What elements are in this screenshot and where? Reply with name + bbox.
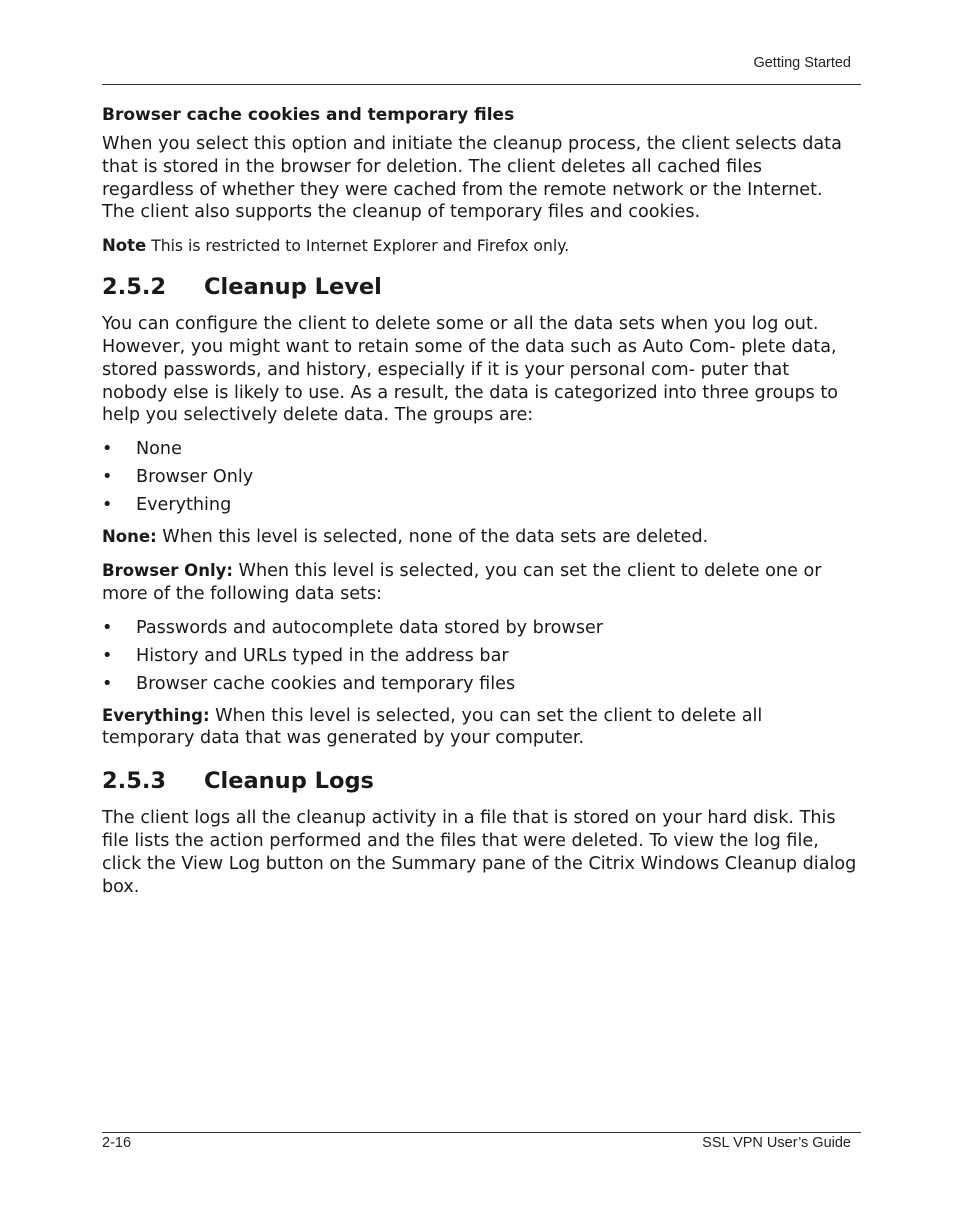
list-item [102, 466, 857, 489]
list-item-text: None [136, 439, 182, 460]
book-title: SSL VPN User’s Guide [702, 1135, 851, 1151]
browser-only-text: When this level is selected, you can set the client to delete one or more of the following data sets: [102, 560, 822, 604]
browser-only-label: Browser Only: [102, 560, 233, 580]
subheading: Browser cache cookies and temporary files [102, 105, 515, 125]
everything-definition [102, 705, 857, 751]
none-text: When this level is selected, none of the data sets are deleted. [156, 527, 709, 548]
note [102, 235, 857, 257]
list-item-text: Everything [136, 495, 232, 516]
note-text: This is restricted to Internet Explorer and Firefox only. [146, 237, 570, 256]
list-item [102, 494, 857, 517]
list-item [102, 438, 857, 461]
section-title: Cleanup Logs [204, 768, 374, 795]
everything-text: When this level is selected, you can set the client to delete all temporary data that was generated by your computer. [102, 705, 763, 749]
footer-rule [102, 1132, 861, 1133]
none-definition [102, 526, 857, 549]
section-heading-cleanup-logs [102, 767, 857, 795]
section-heading-cleanup-level [102, 273, 857, 301]
bullet: • [102, 645, 113, 666]
bullet: • [102, 673, 113, 694]
bullet: • [102, 467, 113, 488]
everything-label: Everything: [102, 705, 210, 725]
bullet: • [102, 439, 113, 460]
list-item-text: History and URLs typed in the address bar [136, 645, 509, 666]
running-header: Getting Started [753, 55, 851, 71]
list-item [102, 617, 857, 640]
list-item [102, 645, 857, 668]
page-number: 2-16 [102, 1135, 132, 1151]
body-text [102, 104, 857, 909]
bullet: • [102, 617, 113, 638]
document-page [102, 0, 861, 1227]
browser-only-definition [102, 560, 857, 606]
list-item-text: Passwords and autocomplete data stored by browser [136, 617, 604, 638]
note-label: Note [102, 236, 147, 256]
bullet: • [102, 495, 113, 516]
list-item [102, 673, 857, 696]
groups-list [102, 438, 857, 517]
data-sets-list [102, 617, 857, 696]
none-label: None: [102, 527, 157, 547]
list-item-text: Browser cache cookies and temporary files [136, 673, 516, 694]
cleanup-logs-paragraph: The client logs all the cleanup activity in a file that is stored on your hard disk. This file lists the action performed and the files that were deleted. To view the log file, click the View Log button on the Summary pane of the Citrix Windows Cleanup dialog box. [102, 808, 857, 897]
section-title: Cleanup Level [204, 274, 382, 301]
section-number: 2.5.3 [102, 768, 167, 795]
header-rule [102, 84, 861, 85]
intro-paragraph: When you select this option and initiate the cleanup process, the client selects data that is stored in the browser for deletion. The client deletes all cached files regardless of whether they were cached from the remote network or the Internet. The client also supports the cleanup of temporary files and cookies. [102, 134, 842, 223]
section-number: 2.5.2 [102, 274, 167, 301]
list-item-text: Browser Only [136, 467, 254, 488]
cleanup-level-paragraph: You can configure the client to delete some or all the data sets when you log out. However, you might want to retain some of the data such as Auto Com- plete data, stored passwords, and history, especially if it is your personal com- puter that nobody else is likely to use. As a result, the data is categorized into three groups to help you selectively delete data. The groups are: [102, 314, 839, 426]
